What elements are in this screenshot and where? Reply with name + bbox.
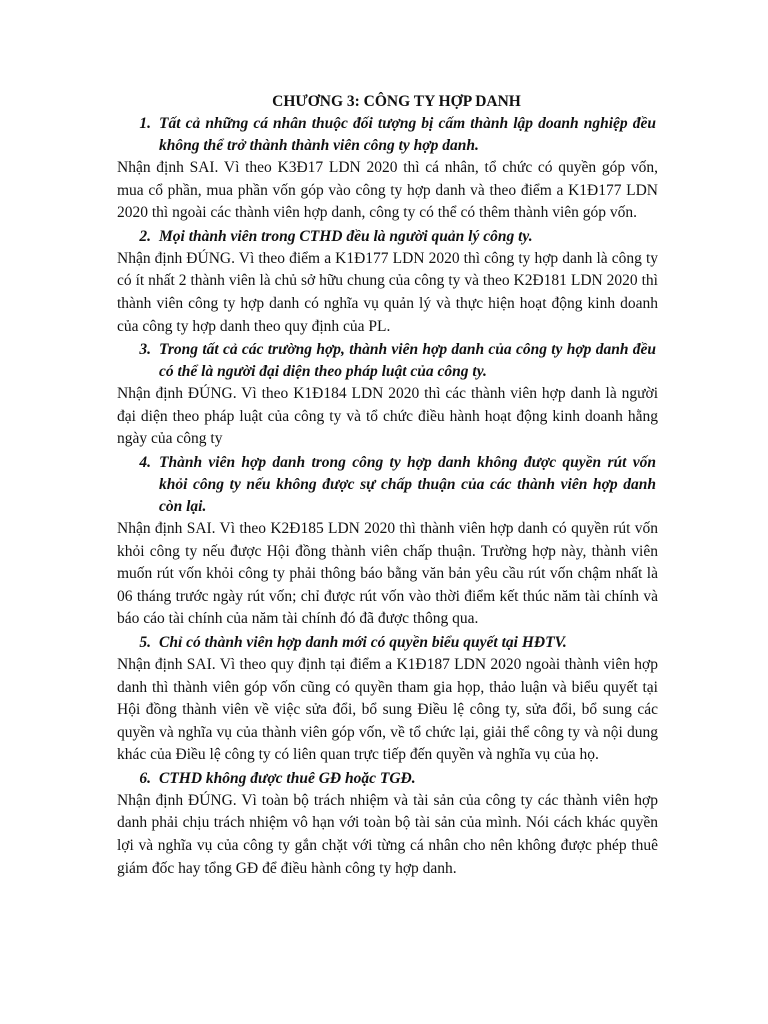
answer-6: Nhận định ĐÚNG. Vì toàn bộ trách nhiệm và tài sản của công ty các thành viên hợp danh phải chịu trách nhiệm vô hạn với toàn bộ tài sản của mình. Nói cách khác quyền lợi và nghĩa vụ của công ty gắn chặt với từng cá nhân cho nên không được phép thuê giám đốc hay tổng GĐ để điều hành công ty hợp danh. xyxy=(117,791,658,877)
question-number: 4. xyxy=(139,453,151,471)
question-text: Mọi thành viên trong CTHD đều là người quản lý công ty. xyxy=(159,227,533,245)
question-6 xyxy=(117,768,658,790)
answer-2: Nhận định ĐÚNG. Vì theo điểm a K1Đ177 LDN 2020 thì công ty hợp danh là công ty có ít nhất 2 thành viên là chủ sở hữu chung của công ty và theo K2Đ181 LDN 2020 thì thành viên công ty hợp danh có nghĩa vụ quản lý và thực hiện hoạt động kinh doanh của công ty hợp danh theo quy định của PL. xyxy=(117,249,658,335)
question-number: 6. xyxy=(139,769,151,787)
answer-1: Nhận định SAI. Vì theo K3Đ17 LDN 2020 thì cá nhân, tổ chức có quyền góp vốn, mua cổ phần, mua phần vốn góp vào công ty hợp danh và theo điểm a K1Đ177 LDN 2020 thì ngoài các thành viên hợp danh, công ty có thể có thêm thành viên góp vốn. xyxy=(117,159,658,222)
answer-5: Nhận định SAI. Vì theo quy định tại điểm a K1Đ187 LDN 2020 ngoài thành viên hợp danh thì thành viên góp vốn cũng có quyền tham gia họp, thảo luận và biểu quyết tại Hội đồng thành viên về việc sửa đổi, bổ sung Điều lệ công ty, sửa đổi, bổ sung các quyền và nghĩa vụ của thành viên góp vốn, về tổ chức lại, giải thể công ty và nội dung khác của Điều lệ công ty có liên quan trực tiếp đến quyền và nghĩa vụ của họ. xyxy=(117,655,658,764)
question-text: Trong tất cả các trường hợp, thành viên hợp danh của công ty hợp danh đều có thể là người đại diện theo pháp luật của công ty. xyxy=(159,341,656,381)
question-text: Tất cả những cá nhân thuộc đối tượng bị cấm thành lập doanh nghiệp đều không thể trở thành thành viên công ty hợp danh. xyxy=(159,115,656,154)
answer-3: Nhận định ĐÚNG. Vì theo K1Đ184 LDN 2020 thì các thành viên hợp danh là người đại diện theo pháp luật của công ty và tổ chức điều hành hoạt động kinh doanh hằng ngày của công ty xyxy=(117,385,658,448)
question-5 xyxy=(117,632,658,654)
question-1 xyxy=(117,113,658,157)
question-number: 1. xyxy=(139,115,151,132)
question-2 xyxy=(117,226,658,248)
answer-4: Nhận định SAI. Vì theo K2Đ185 LDN 2020 thì thành viên hợp danh có quyền rút vốn khỏi công ty nếu được Hội đồng thành viên chấp thuận. Trường hợp này, thành viên muốn rút vốn khỏi công ty phải thông báo bằng văn bản yêu cầu rút vốn chậm nhất là 06 tháng trước ngày rút vốn; chỉ được rút vốn vào thời điểm kết thúc năm tài chính và báo cáo tài chính của năm tài chính đó đã được thông qua. xyxy=(117,519,658,628)
question-number: 5. xyxy=(139,633,151,651)
chapter-title: CHƯƠNG 3: CÔNG TY HỢP DANH xyxy=(272,93,521,110)
question-3 xyxy=(117,339,658,383)
question-text: CTHD không được thuê GĐ hoặc TGĐ. xyxy=(159,769,416,787)
question-4 xyxy=(117,452,658,518)
question-text: Chỉ có thành viên hợp danh mới có quyền biểu quyết tại HĐTV. xyxy=(159,633,567,651)
question-number: 2. xyxy=(139,227,151,245)
question-text: Thành viên hợp danh trong công ty hợp danh không được quyền rút vốn khỏi công ty nếu không được sự chấp thuận của các thành viên hợp danh còn lại. xyxy=(159,453,656,515)
question-number: 3. xyxy=(139,341,151,359)
